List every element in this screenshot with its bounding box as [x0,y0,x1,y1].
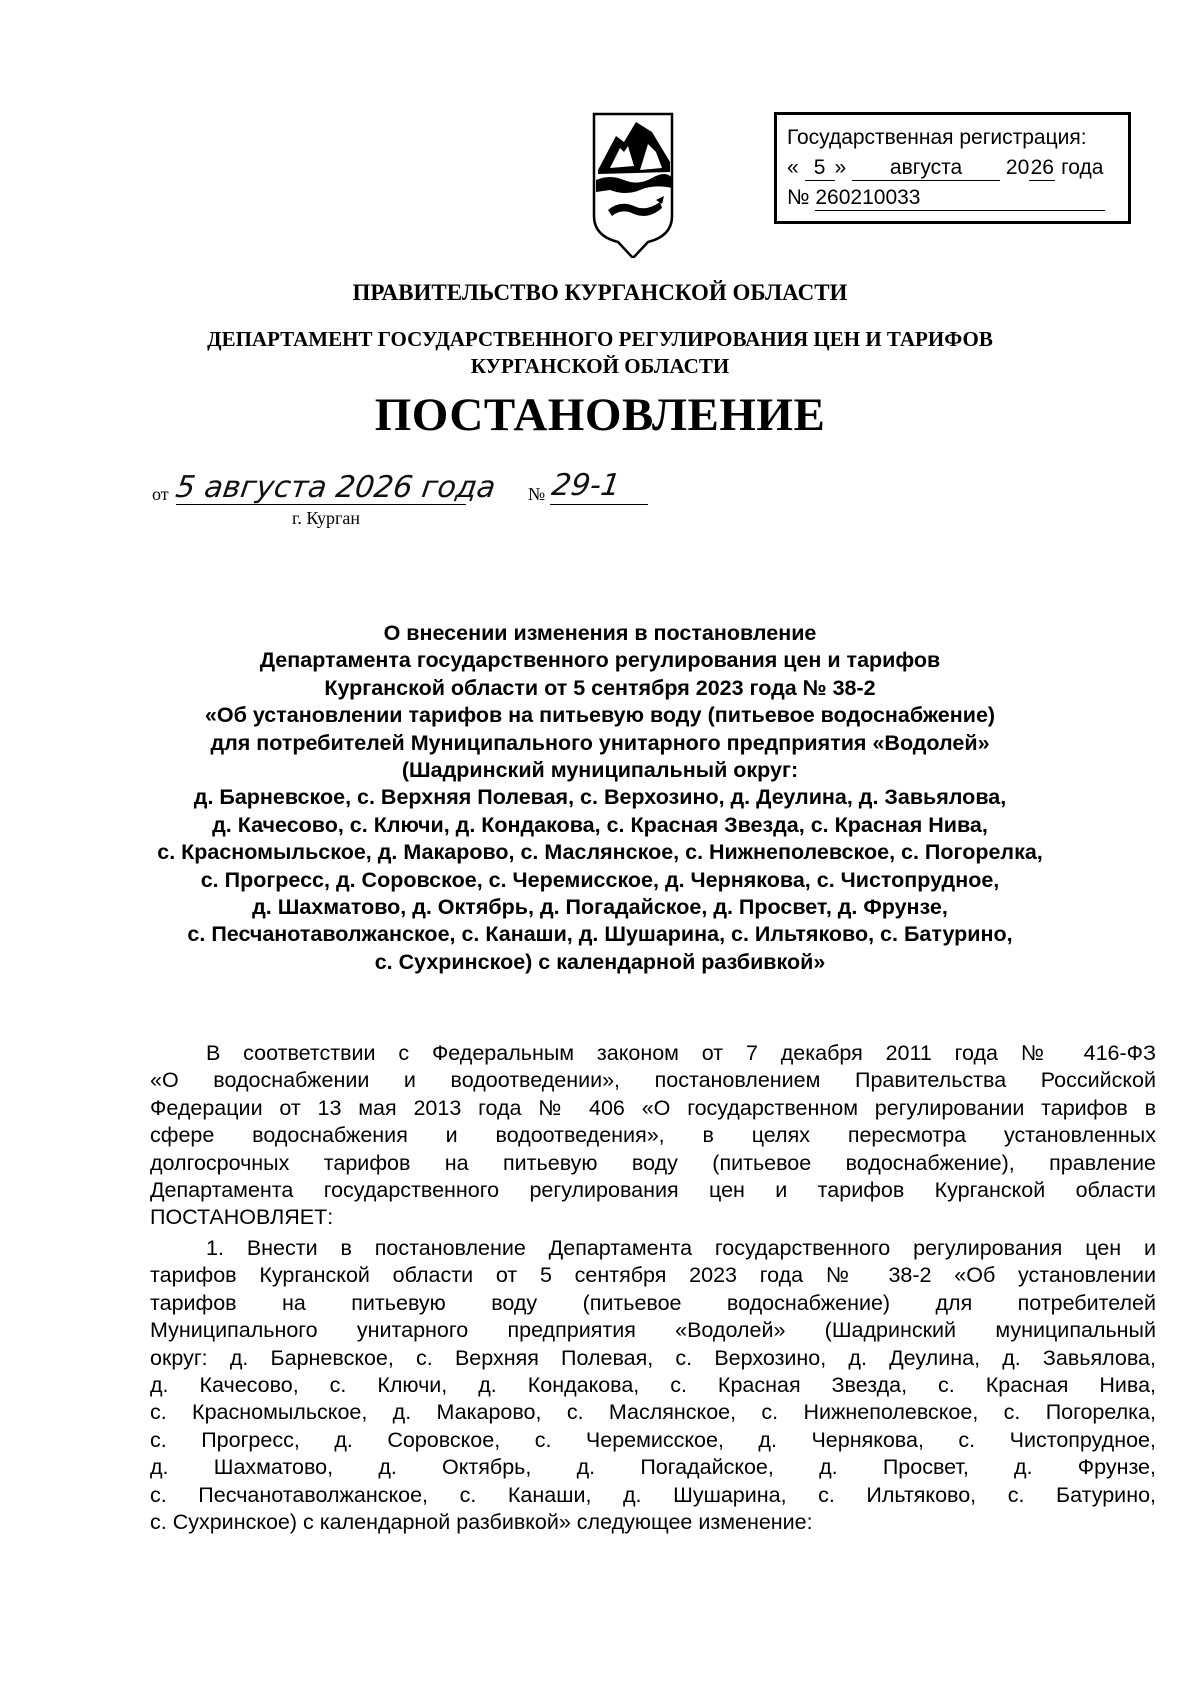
text-line: ПОСТАНОВЛЯЕТ: [150,1205,334,1230]
text-line: с. Красномыльское, д. Макарово, с. Маслянское, с. Нижнеполевское, с. Погорелка, [150,1400,1156,1425]
registration-number: 260210033 [815,186,1105,211]
handwritten-date: 5 августа 2026 года [173,470,498,505]
department-title-line: ДЕПАРТАМЕНТ ГОСУДАРСТВЕННОГО РЕГУЛИРОВАНИЯ ЦЕН И ТАРИФОВ [207,327,993,351]
city: г. Курган [292,508,361,528]
text-line: тарифов на питьевую воду (питьевое водоснабжение) для потребителей [150,1290,1156,1315]
date-number-line [152,468,672,536]
text-line: для потребителей Муниципального унитарного предприятия «Водолей» [210,730,990,755]
text-line: Департамента государственного регулирования цен и тарифов Курганской области [150,1178,1156,1203]
registration-number-row [787,183,1118,213]
text-line: с. Прогресс, д. Соровское, с. Черемисское, д. Чернякова, с. Чистопрудное, [150,1427,1156,1452]
date-prefix: от [152,484,169,504]
text-line: с. Песчанотаволжанское, с. Канаши, д. Шушарина, с. Ильтяково, с. Батурино, [187,922,1013,947]
registration-day-close: » [834,156,847,179]
coat-of-arms-icon [590,112,676,258]
text-line: с. Сухринское) с календарной разбивкой» следующее изменение: [150,1510,813,1535]
text-line: д. Шахматово, д. Октябрь, д. Погадайское, д. Просвет, д. Фрунзе, [252,895,948,920]
text-line: с. Песчанотаволжанское, с. Канаши, д. Шушарина, с. Ильтяково, с. Батурино, [150,1482,1156,1507]
registration-number-label: № [787,186,810,209]
registration-day-open: « [787,156,799,179]
government-title: ПРАВИТЕЛЬСТВО КУРГАНСКОЙ ОБЛАСТИ [352,280,848,305]
department-title-line: КУРГАНСКОЙ ОБЛАСТИ [470,354,730,378]
text-line: долгосрочных тарифов на питьевую воду (питьевое водоснабжение), правление [150,1150,1156,1175]
paragraph-preamble [150,1040,1156,1232]
registration-year-prefix: 20 [1005,156,1030,179]
text-line: «Об установлении тарифов на питьевую воду (питьевое водоснабжение) [204,703,996,728]
text-line: «О водоснабжении и водоотведении», постановлением Правительства Российской [150,1068,1156,1093]
text-line: с. Прогресс, д. Соровское, с. Черемисское, д. Чернякова, с. Чистопрудное, [200,867,1000,892]
text-line: Департамента государственного регулирования цен и тарифов [259,648,941,673]
text-line: О внесении изменения в постановление [383,621,817,645]
registration-year-suffix: 26 [1030,156,1054,179]
registration-day: 5 [805,156,835,181]
registration-stamp [774,112,1131,224]
number-underline [550,504,648,505]
registration-year-word: года [1061,156,1104,179]
registration-month: августа [852,156,1000,181]
text-line: д. Шахматово, д. Октябрь, д. Погадайское, д. Просвет, д. Фрунзе, [150,1455,1156,1480]
text-line: округ: д. Барневское, с. Верхняя Полевая, с. Верхозино, д. Деулина, д. Завьялова, [150,1345,1156,1370]
department-title [0,326,1200,380]
text-line: д. Качесово, с. Ключи, д. Кондакова, с. Красная Звезда, с. Красная Нива, [212,812,988,837]
text-line: д. Барневское, с. Верхняя Полевая, с. Верхозино, д. Деулина, д. Завьялова, [193,785,1007,810]
number-label: № [528,484,546,504]
handwritten-number: 29-1 [549,468,623,503]
text-line: 1. Внести в постановление Департамента государственного регулирования цен и [206,1236,1156,1260]
text-line: сфере водоснабжения и водоотведения», в целях пересмотра установленных [150,1123,1156,1148]
registration-date [787,153,1118,183]
text-line: (Шадринский муниципальный округ: [401,758,799,783]
text-line: тарифов Курганской области от 5 сентября 2023 года № 38-2 «Об установлении [150,1263,1156,1288]
registration-title: Государственная регистрация: [787,126,1087,149]
paragraph-item-1 [150,1235,1156,1536]
text-line: В соответствии с Федеральным законом от 7 декабря 2011 года № 416-ФЗ [206,1041,1156,1065]
document-type: ПОСТАНОВЛЕНИЕ [374,389,826,441]
text-line: с. Сухринское) с календарной разбивкой» [374,949,826,974]
text-line: Курганской области от 5 сентября 2023 года № 38-2 [324,675,876,700]
text-line: Муниципального унитарного предприятия «Водолей» (Шадринский муниципальный [150,1318,1156,1343]
resolution-heading [60,620,1140,976]
text-line: Федерации от 13 мая 2013 года № 406 «О государственном регулировании тарифов в [150,1095,1156,1120]
text-line: с. Красномыльское, д. Макарово, с. Маслянское, с. Нижнеполевское, с. Погорелка, [157,840,1043,865]
text-line: д. Качесово, с. Ключи, д. Кондакова, с. Красная Звезда, с. Красная Нива, [150,1373,1156,1398]
